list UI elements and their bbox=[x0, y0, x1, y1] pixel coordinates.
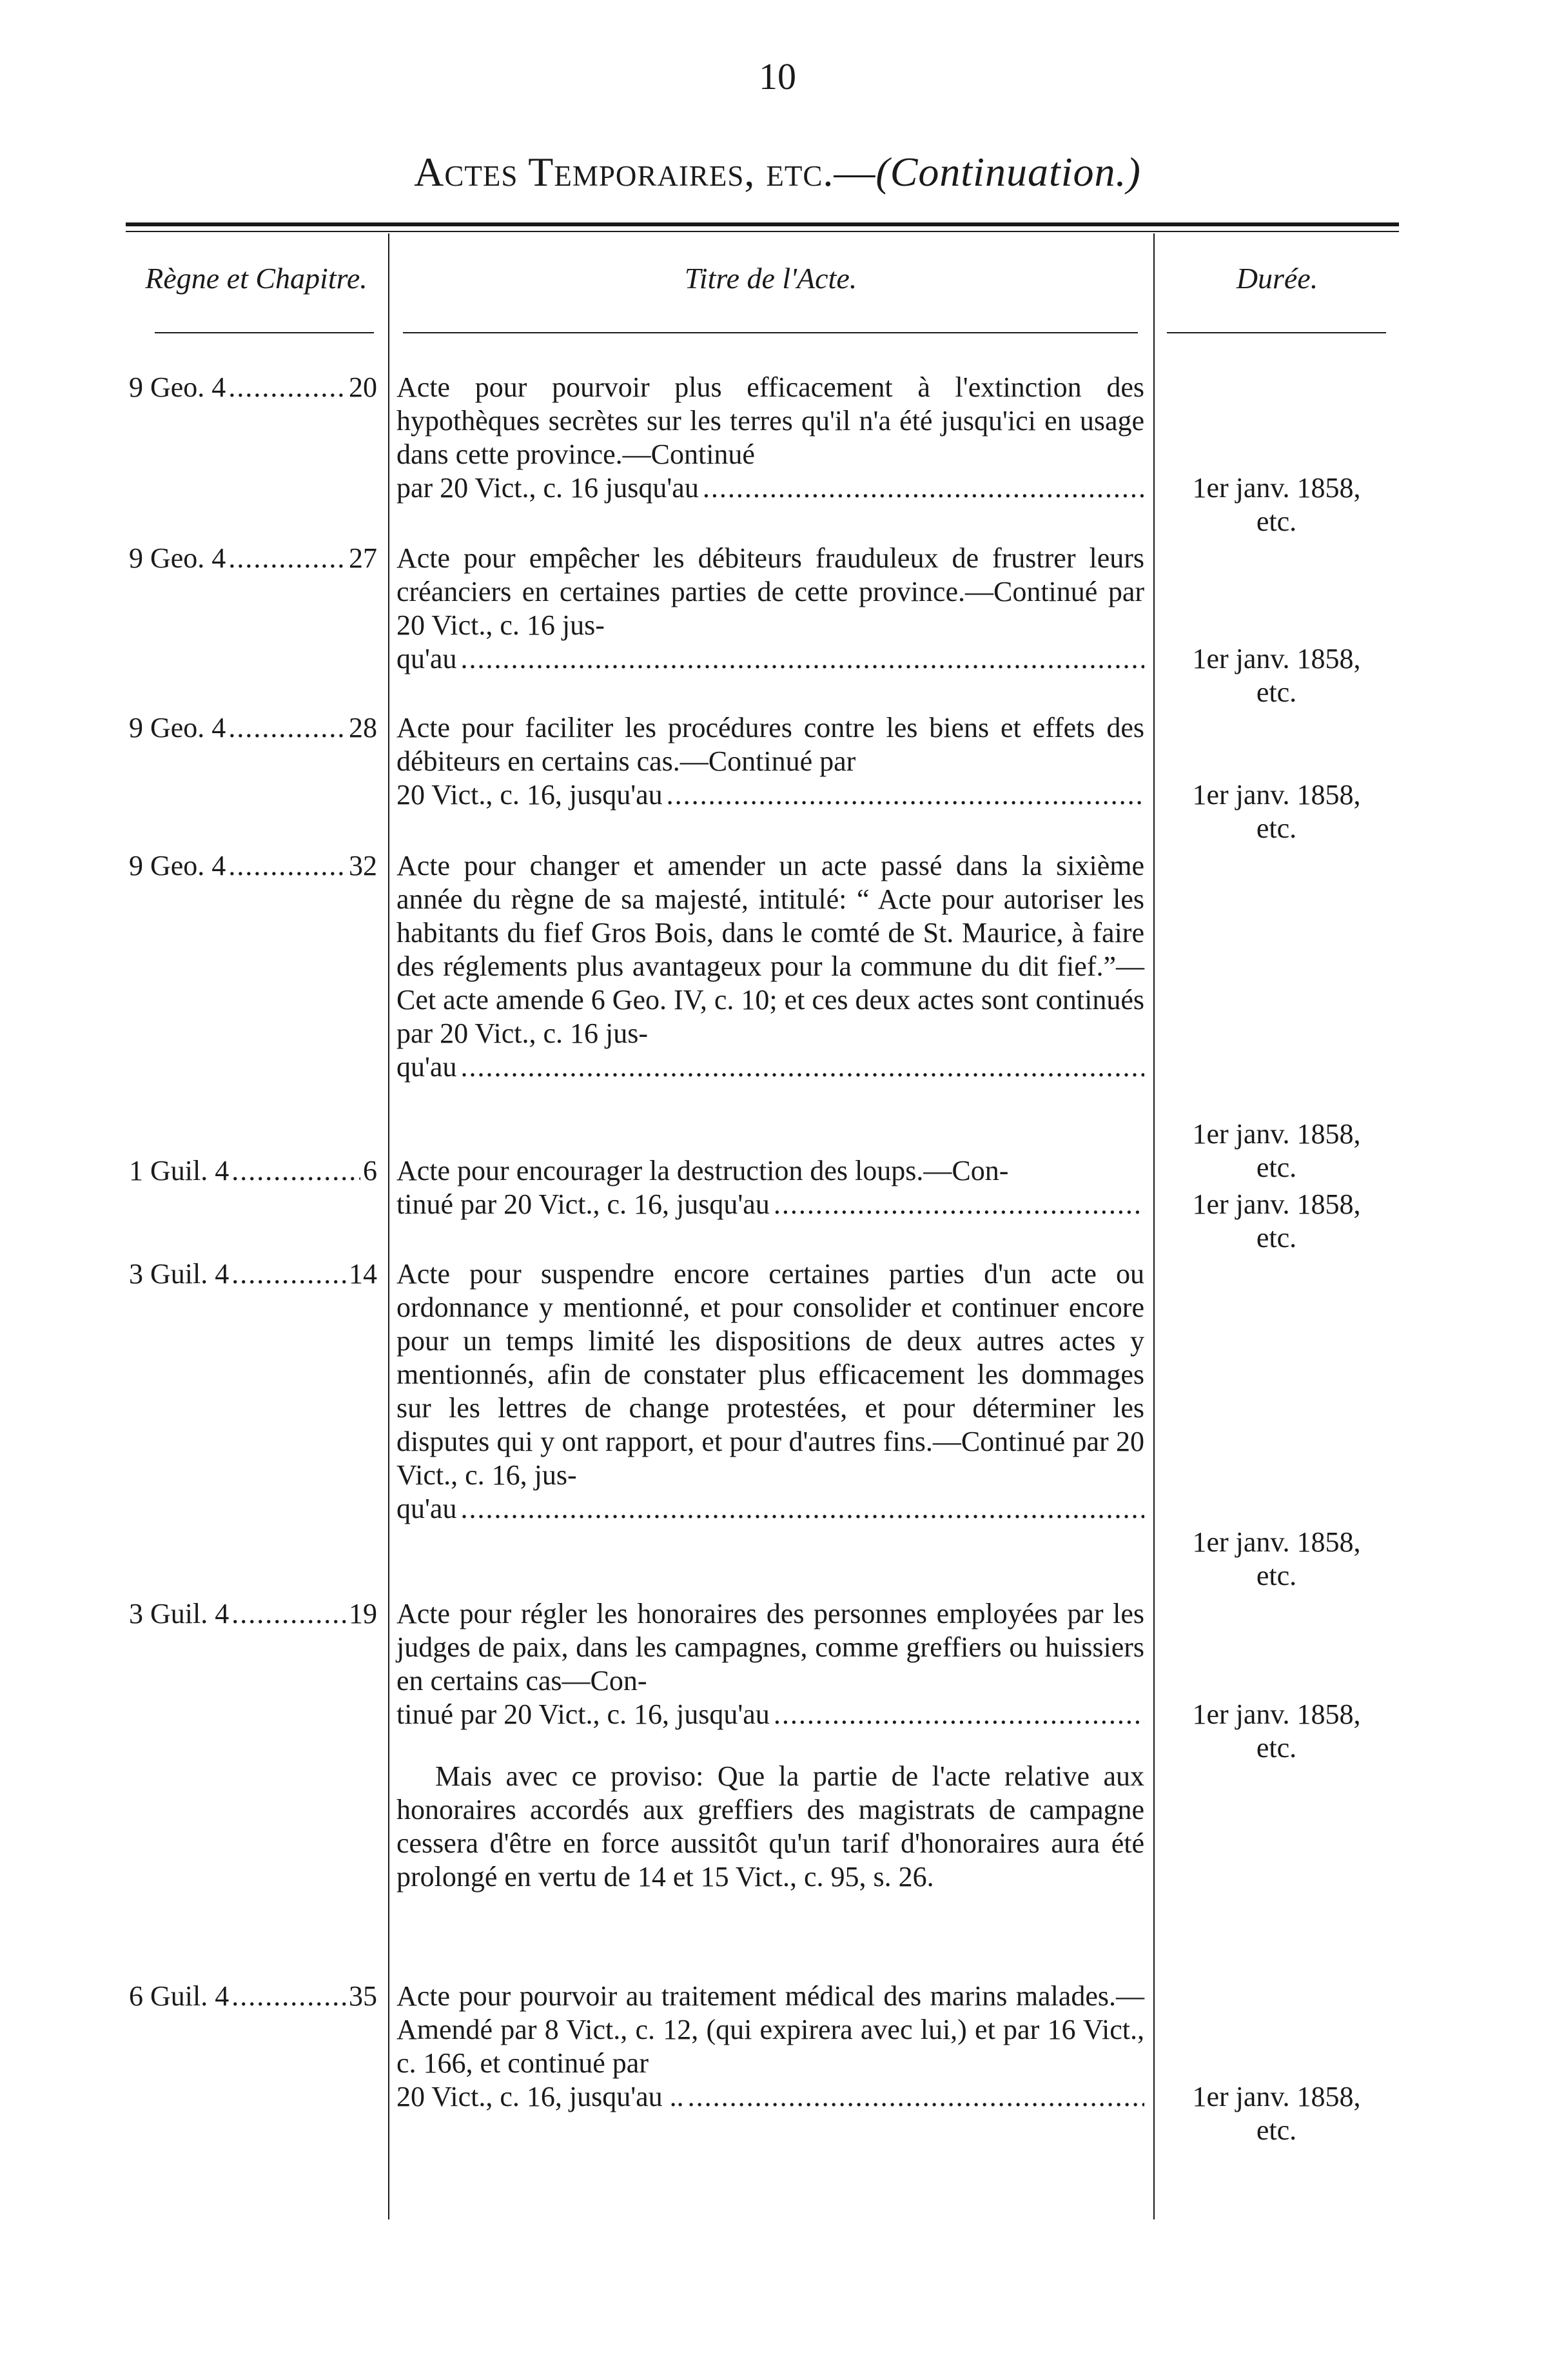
column-header-titre: Titre de l'Acte. bbox=[684, 262, 857, 295]
acte-titre: Acte pour empêcher les débiteurs frauduleux de frustrer leurs créanciers en certaines parties de cette province.—Continué par 20 Vict., c. 16 jus- qu'au ..... bbox=[396, 542, 1144, 676]
regne-chapitre: 1 Guil. 4 ..... 6 bbox=[129, 1154, 377, 1188]
page-title-main: Actes Temporaires, etc. bbox=[414, 149, 834, 195]
duree: 1er janv. 1858, etc. bbox=[1192, 779, 1361, 844]
column-header-duree: Durée. bbox=[1236, 262, 1318, 295]
regne-chapitre: 9 Geo. 4 ..... 20 bbox=[129, 371, 377, 404]
column-header-rule bbox=[403, 332, 1138, 333]
duree: 1er janv. 1858, etc. bbox=[1192, 1698, 1361, 1764]
regne-chapitre: 3 Guil. 4 ..... 19 bbox=[129, 1597, 377, 1631]
column-divider-right bbox=[1153, 233, 1155, 2219]
column-divider-left bbox=[388, 233, 389, 2219]
acte-titre: Acte pour pourvoir au traitement médical des marins malades.—Amendé par 8 Vict., c. 12, (qui expirera avec lui,) et par 16 Vict., c. 166, et continué par 20 Vict., c. 16, jusqu'au .. ..... bbox=[396, 1980, 1144, 2114]
acte-titre: Acte pour pourvoir plus efficacement à l'extinction des hypothèques secrètes sur les terres qu'il n'a été jusqu'ici en usage dans cette province.—Continué par 20 Vict., c. 16 jusqu'au ..... bbox=[396, 371, 1144, 505]
regne-chapitre: 6 Guil. 4 ..... 35 bbox=[129, 1980, 377, 2013]
column-header-regne: Règne et Chapitre. bbox=[145, 262, 367, 295]
acte-titre: Acte pour suspendre encore certaines parties d'un acte ou ordonnance y mentionné, et pour consolider et continuer encore pour un temps limité les dispositions de deux autres actes y mentionnés, afin de constater plus efficacement les dommages sur les lettres de change protestées, et pour déterminer les disputes qui y ont rapport, et pour d'autres fins.—Continué par 20 Vict., c. 16, jus- qu'au ..... bbox=[396, 1257, 1144, 1526]
header-rule-thick bbox=[126, 222, 1399, 226]
regne-chapitre: 9 Geo. 4 ..... 27 bbox=[129, 542, 377, 575]
header-rule-thin bbox=[126, 231, 1399, 232]
duree: 1er janv. 1858, etc. bbox=[1192, 2081, 1361, 2146]
column-header-rule bbox=[1167, 332, 1386, 333]
regne-chapitre: 9 Geo. 4 ..... 28 bbox=[129, 711, 377, 745]
duree: 1er janv. 1858, etc. bbox=[1192, 1118, 1361, 1183]
duree: 1er janv. 1858, etc. bbox=[1192, 472, 1361, 537]
page-title-continuation: (Continuation.) bbox=[875, 149, 1141, 195]
page-title: Actes Temporaires, etc.—(Continuation.) bbox=[414, 149, 1141, 195]
acte-titre: Acte pour changer et amender un acte passé dans la sixième année du règne de sa majesté, intitulé: “ Acte pour autoriser les habitants du fief Gros Bois, dans le comté de St. Maurice, à faire des réglements plus avantageux pour la commune du dit fief.”—Cet acte amende 6 Geo. IV, c. 10; et ces deux actes sont continués par 20 Vict., c. 16 jus- qu'au ..... bbox=[396, 849, 1144, 1084]
acte-proviso: Mais avec ce proviso: Que la partie de l'acte relative aux honoraires accordés aux greffiers des magistrats de campagne cessera d'être en force aussitôt qu'un tarif d'honoraires aura été prolongé en vertu de 14 et 15 Vict., c. 95, s. 26. bbox=[396, 1760, 1144, 1893]
duree: 1er janv. 1858, etc. bbox=[1192, 1526, 1361, 1591]
page-number: 10 bbox=[759, 55, 796, 97]
acte-titre: Acte pour régler les honoraires des personnes employées par les judges de paix, dans les campagnes, comme greffiers ou huissiers en certains cas—Con- tinué par 20 Vict., c. 16, jusqu'au ..... Mais avec ce proviso: Que la partie de l'acte relative aux honoraires accordés aux greffiers des magistrats de campagne cessera d'être en force aussitôt qu'un tarif d'honoraires aura été prolongé en vertu de 14 et 15 Vict., c. 95, s. 26. bbox=[396, 1597, 1144, 1894]
duree: 1er janv. 1858, etc. bbox=[1192, 1188, 1361, 1254]
regne-chapitre: 9 Geo. 4 ..... 32 bbox=[129, 849, 377, 883]
duree: 1er janv. 1858, etc. bbox=[1192, 643, 1361, 708]
regne-chapitre: 3 Guil. 4 ..... 14 bbox=[129, 1257, 377, 1291]
column-header-rule bbox=[155, 332, 374, 333]
acte-titre: Acte pour encourager la destruction des loups.—Con- tinué par 20 Vict., c. 16, jusqu'au ..... bbox=[396, 1154, 1144, 1221]
acte-titre: Acte pour faciliter les procédures contre les biens et effets des débiteurs en certains cas.—Continué par 20 Vict., c. 16, jusqu'au ..... bbox=[396, 711, 1144, 812]
